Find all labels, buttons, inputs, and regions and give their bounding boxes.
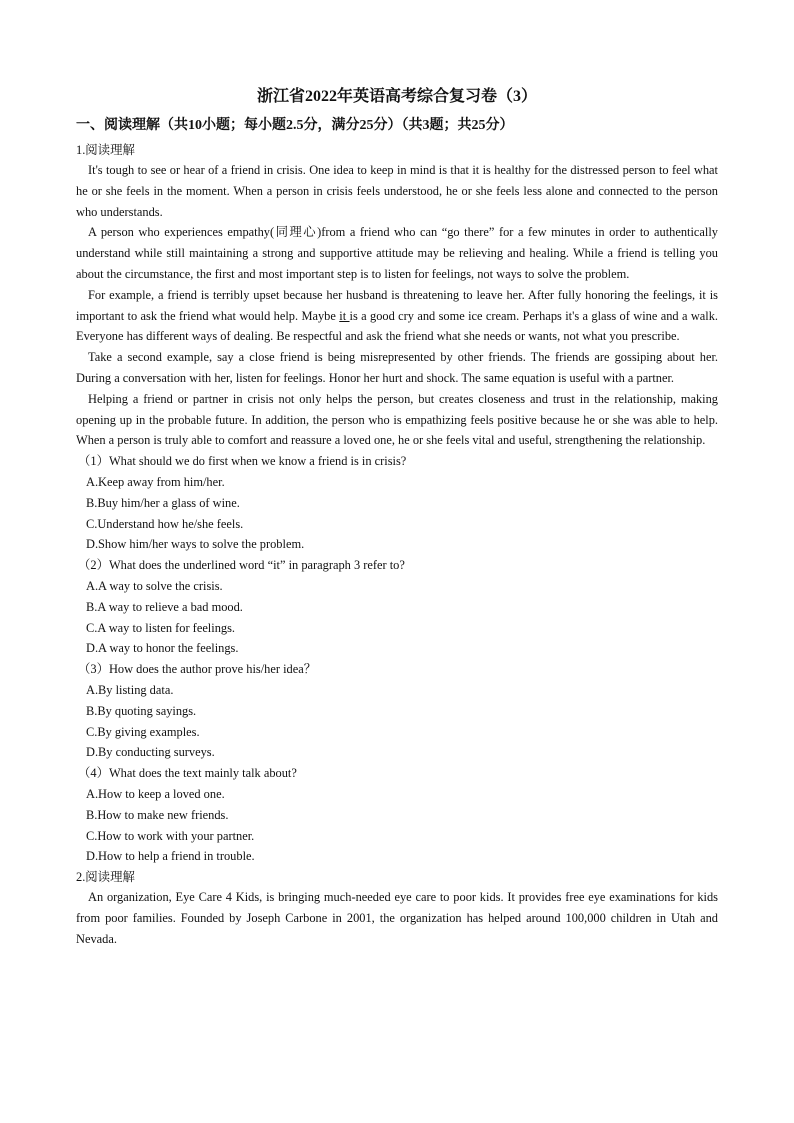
option-d: D.A way to honor the feelings. <box>86 641 239 656</box>
question-stem: （1）What should we do first when we know a friend is in crisis? <box>78 454 407 469</box>
option-b: B.A way to relieve a bad mood. <box>86 599 243 614</box>
option-b: B.Buy him/her a glass of wine. <box>86 495 240 510</box>
passage-2-label: 2.阅读理解 <box>76 870 135 885</box>
option-d: D.How to help a friend in trouble. <box>86 849 255 864</box>
passage-1-paragraph-3 <box>76 285 718 347</box>
option-a: A.Keep away from him/her. <box>86 474 225 489</box>
option-a: A.By listing data. <box>86 682 174 697</box>
passage-1-paragraph-2: A person who experiences empathy(同理心)from a friend who can “go there” for a few minutes in order to authentically understand while still maintaining a strong and supportive attitude may be relieving and healing. While a friend is telling you about the circumstance, the first and most important step is to listen for feelings, not ways to solve the problem. <box>76 225 718 281</box>
question-stem: （3）How does the author prove his/her idea？ <box>78 662 317 677</box>
underlined-word-it: it <box>339 308 350 323</box>
option-b: B.By quoting sayings. <box>86 703 197 718</box>
option-c: C.Understand how he/she feels. <box>86 516 244 531</box>
passage-1-paragraph-1: It's tough to see or hear of a friend in crisis. One idea to keep in mind is that it is healthy for the distressed person to feel what he or she feels in the moment. When a person in crisis feels understood, he or she feels less alone and connected to the person who understands. <box>76 163 718 219</box>
paragraph-3-text-after: is a good cry and some ice cream. Perhaps it's a glass of wine and a walk. Everyone has different ways of dealing. Be respectful and ask the friend what she needs or wants, not what you prescribe. <box>76 308 718 344</box>
passage-1-paragraph-4: Take a second example, say a close friend is being misrepresented by other friends. The friends are gossiping about her. During a conversation with her, listen for feelings. Honor her hurt and shock. The same equation is useful with a partner. <box>76 350 718 385</box>
page-title: 浙江省2022年英语高考综合复习卷（3） <box>256 88 537 105</box>
option-c: C.How to work with your partner. <box>86 828 255 843</box>
passage-1-paragraph-5: Helping a friend or partner in crisis not only helps the person, but creates closeness and trust in the relationship, making opening up in the probable future. In addition, the person who is empathizing feels positive because he or she was able to help. When a person is truly able to comfort and reassure a loved one, he or she feels vital and useful, strengthening the relationship. <box>76 391 718 448</box>
option-a: A.A way to solve the crisis. <box>86 578 223 593</box>
option-c: C.By giving examples. <box>86 724 200 739</box>
question-stem: （2）What does the underlined word “it” in paragraph 3 refer to? <box>78 558 405 573</box>
option-d: D.Show him/her ways to solve the problem. <box>86 537 305 552</box>
option-c: C.A way to listen for feelings. <box>86 620 236 635</box>
section-heading: 一、阅读理解（共10小题；每小题2.5分，满分25分）（共3题；共25分） <box>76 118 514 133</box>
passage-2-paragraph-1: An organization, Eye Care 4 Kids, is bringing much-needed eye care to poor kids. It provides free eye examinations for kids from poor families. Founded by Joseph Carbone in 2001, the organization has helped around 100,000 children in Utah and Nevada. <box>76 890 718 946</box>
question-stem: （4）What does the text mainly talk about? <box>78 766 297 781</box>
question-2 <box>76 555 718 659</box>
question-4 <box>76 763 718 867</box>
option-a: A.How to keep a loved one. <box>86 786 225 801</box>
question-3 <box>76 659 718 763</box>
option-b: B.How to make new friends. <box>86 807 229 822</box>
passage-1-label: 1.阅读理解 <box>76 143 135 157</box>
paragraph-3-text-before: For example, a friend is terribly upset because her husband is threatening to leave her. After fully honoring the feelings, it is important to ask the friend what would help. Maybe <box>76 287 718 323</box>
question-1 <box>76 451 718 555</box>
document-content <box>76 86 718 949</box>
option-d: D.By conducting surveys. <box>86 745 215 760</box>
